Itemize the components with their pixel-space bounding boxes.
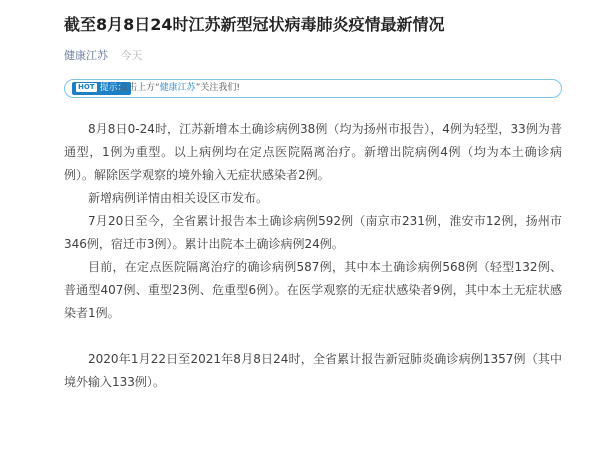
article-meta bbox=[64, 48, 562, 64]
tip-text-before: 点击上方“ bbox=[119, 83, 160, 93]
article-body bbox=[64, 118, 562, 394]
account-name-link[interactable]: 健康江苏 bbox=[64, 49, 108, 62]
paragraph-cumulative-since-july: 7月20日至今，全省累计报告本土确诊病例592例（南京市231例，淮安市12例，扬州市346例，宿迁市3例）。累计出院本土确诊病例24例。 bbox=[64, 214, 562, 251]
paragraph-details-note: 新增病例详情由相关设区市发布。 bbox=[88, 191, 269, 205]
tip-text-after: ”关注我们! bbox=[195, 83, 240, 93]
follow-tip-banner[interactable] bbox=[64, 79, 562, 98]
tip-account-highlight[interactable]: 健康江苏 bbox=[159, 83, 196, 93]
tip-text bbox=[119, 80, 240, 97]
article-title: 截至8月8日24时江苏新型冠状病毒肺炎疫情最新情况 bbox=[64, 15, 445, 34]
paragraph-new-cases: 8月8日0-24时，江苏新增本土确诊病例38例（均为扬州市报告），4例为轻型，33例为普通型，1例为重型。以上病例均在定点医院隔离治疗。新增出院病例4例（均为本土确诊病例）。解除医学观察的境外输入无症状感染者2例。 bbox=[64, 122, 562, 182]
hot-badge: HOT bbox=[78, 83, 95, 91]
tip-label: 提示： bbox=[99, 83, 127, 93]
paragraph-spacer bbox=[64, 325, 562, 348]
publish-time: 今天 bbox=[120, 49, 143, 62]
paragraph-current-treatment: 目前，在定点医院隔离治疗的确诊病例587例，其中本土确诊病例568例（轻型132例、普通型407例、重型23例、危重型6例）。在医学观察的无症状感染者9例，其中本土无症状感染者1例。 bbox=[64, 260, 562, 320]
paragraph-cumulative-total: 2020年1月22日至2021年8月8日24时，全省累计报告新冠肺炎确诊病例1357例（其中境外输入133例）。 bbox=[64, 352, 562, 389]
